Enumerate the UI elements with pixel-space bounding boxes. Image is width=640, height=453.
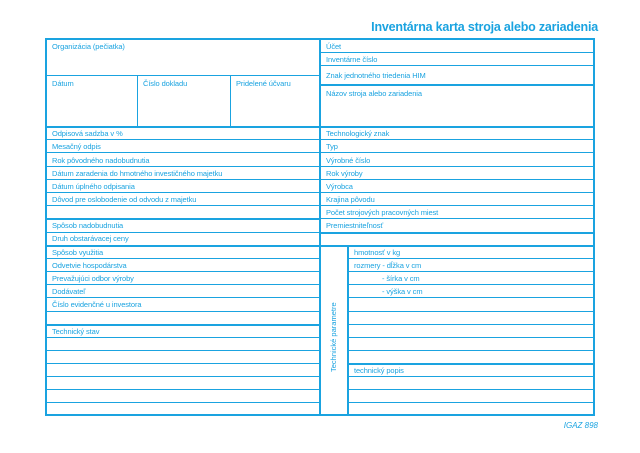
form-title: Inventárna karta stroja alebo zariadenia: [371, 20, 598, 34]
divider: [46, 218, 319, 220]
divider: [46, 205, 319, 206]
left-row-label: Spôsob využitia: [52, 248, 104, 257]
divider: [348, 324, 594, 325]
right-row-label: Technologický znak: [326, 129, 390, 138]
divider: [348, 271, 594, 272]
divider: [348, 350, 594, 351]
divider: [320, 205, 594, 206]
form-code: IGAZ 898: [563, 421, 598, 430]
left-row-label: Mesačný odpis: [52, 142, 101, 151]
right-row-label: Krajina pôvodu: [326, 195, 375, 204]
param-label: hmotnosť v kg: [354, 248, 401, 257]
divider: [46, 297, 319, 298]
divider: [46, 337, 319, 338]
left-row-label: Technický stav: [52, 327, 100, 336]
right-row-label: Rok výroby: [326, 169, 363, 178]
divider: [46, 192, 319, 193]
divider: [348, 284, 594, 285]
divider: [348, 337, 594, 338]
divider: [320, 179, 594, 180]
right-row-label: Premiestniteľnosť: [326, 221, 384, 230]
divider: [46, 245, 319, 247]
divider: [348, 363, 594, 365]
left-row-label: Dátum zaradenia do hmotného investičného majetku: [52, 169, 223, 178]
param-label: rozmery - dĺžka v cm: [354, 261, 422, 270]
divider: [320, 52, 594, 53]
right-row-label: Výrobné číslo: [326, 156, 371, 165]
account-label: Účet: [326, 42, 342, 51]
divider: [320, 232, 594, 234]
left-row-label: Odvetvie hospodárstva: [52, 261, 127, 270]
divider: [46, 363, 319, 364]
date-label: Dátum: [52, 79, 74, 88]
divider: [320, 65, 594, 66]
left-row-label: Odpisová sadzba v %: [52, 129, 123, 138]
divider: [320, 192, 594, 193]
divider: [46, 350, 319, 351]
center-divider: [319, 38, 321, 416]
divider: [46, 232, 319, 233]
divider: [46, 152, 319, 153]
divider: [348, 376, 594, 377]
divider: [46, 139, 319, 140]
divider: [348, 389, 594, 390]
left-row-label: Druh obstarávacej ceny: [52, 234, 129, 243]
left-row-label: Číslo evidenčné u investora: [52, 300, 142, 309]
divider: [46, 376, 319, 377]
assigned-account-label: Pridelené účvaru: [236, 79, 291, 88]
param-label: - šírka v cm: [382, 274, 420, 283]
tech-params-label: Technické parametre: [329, 302, 338, 372]
divider: [348, 258, 594, 259]
divider: [46, 271, 319, 272]
tech-description-label: technický popis: [354, 366, 404, 375]
left-row-label: Dodávateľ: [52, 287, 86, 296]
divider: [320, 166, 594, 167]
organization-label: Organizácia (pečiatka): [52, 42, 125, 51]
right-row-label: Výrobca: [326, 182, 353, 191]
divider: [348, 311, 594, 312]
left-row-label: Dátum úplného odpisania: [52, 182, 135, 191]
param-label: - výška v cm: [382, 287, 423, 296]
left-row-label: Prevažujúci odbor výroby: [52, 274, 134, 283]
divider: [320, 139, 594, 140]
doc-number-label: Číslo dokladu: [143, 79, 188, 88]
divider: [46, 324, 319, 326]
left-row-label: Spôsob nadobudnutia: [52, 221, 124, 230]
divider: [320, 245, 594, 247]
left-row-label: Rok pôvodného nadobudnutia: [52, 156, 150, 165]
right-row-label: Typ: [326, 142, 338, 151]
divider: [46, 75, 319, 76]
divider: [46, 126, 319, 128]
inventory-number-label: Inventárne číslo: [326, 55, 378, 64]
divider: [46, 402, 319, 403]
divider: [46, 258, 319, 259]
right-row-label: Počet strojových pracovných miest: [326, 208, 439, 217]
divider: [320, 152, 594, 153]
machine-name-label: Názov stroja alebo zariadenia: [326, 89, 422, 98]
classification-code-label: Znak jednotného triedenia HIM: [326, 71, 426, 80]
divider: [320, 218, 594, 219]
divider: [137, 75, 138, 126]
divider: [46, 284, 319, 285]
divider: [348, 297, 594, 298]
divider: [46, 179, 319, 180]
divider: [46, 166, 319, 167]
divider: [320, 126, 594, 128]
divider: [348, 402, 594, 403]
divider: [230, 75, 231, 126]
divider: [46, 389, 319, 390]
divider: [46, 311, 319, 312]
divider: [320, 84, 594, 86]
left-row-label: Dôvod pre oslobodenie od odvodu z majetku: [52, 195, 197, 204]
